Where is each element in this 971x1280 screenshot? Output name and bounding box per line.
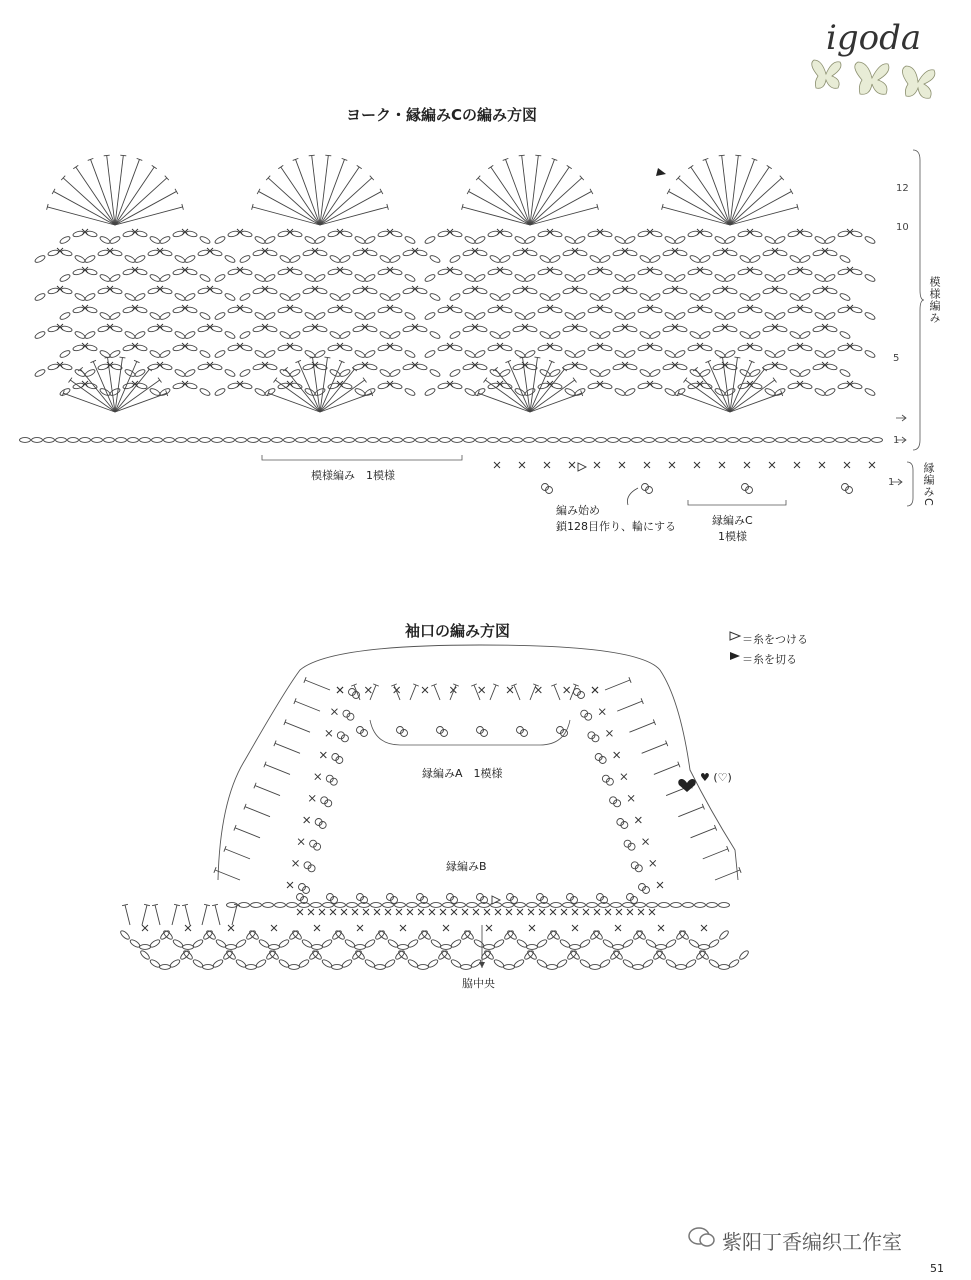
start-instruction-label: 鎖128目作り、輪にする	[556, 520, 676, 533]
legend-cut-yarn-label: ＝糸を切る	[742, 653, 797, 666]
row-number: 1	[888, 477, 895, 488]
attach-yarn-icon	[730, 632, 740, 640]
side-label-pattern: 模様編み	[928, 276, 941, 324]
row-number: 1	[893, 435, 900, 446]
row-number: 10	[896, 222, 909, 233]
side-label-edging: 縁編みC	[922, 462, 935, 507]
cut-yarn-icon	[730, 652, 740, 660]
legend-attach-yarn-label: ＝糸をつける	[742, 633, 808, 646]
row-number: 5	[893, 353, 900, 364]
edging-a-repeat-label: 縁編みA 1模様	[422, 767, 503, 780]
edging-c-repeat-label: 縁編みC	[712, 514, 753, 527]
yoke-chart-title: ヨーク・縁編みCの編み方図	[346, 106, 538, 124]
heart-marker-label: ♥ (♡)	[700, 771, 732, 784]
brand-logo: igoda	[826, 18, 922, 58]
edging-c-repeat-count: 1模様	[718, 530, 747, 543]
start-label: 編み始め	[556, 504, 600, 517]
edging-b-label: 縁編みB	[446, 860, 487, 873]
watermark-text: 紫阳丁香编织工作室	[722, 1230, 902, 1254]
side-center-label: 脇中央	[462, 977, 495, 990]
sleeve-chart-title: 袖口の編み方図	[405, 622, 511, 640]
pattern-repeat-label: 模様編み 1模様	[311, 469, 395, 482]
page-number: 51	[930, 1262, 944, 1275]
row-number: 12	[896, 183, 909, 194]
